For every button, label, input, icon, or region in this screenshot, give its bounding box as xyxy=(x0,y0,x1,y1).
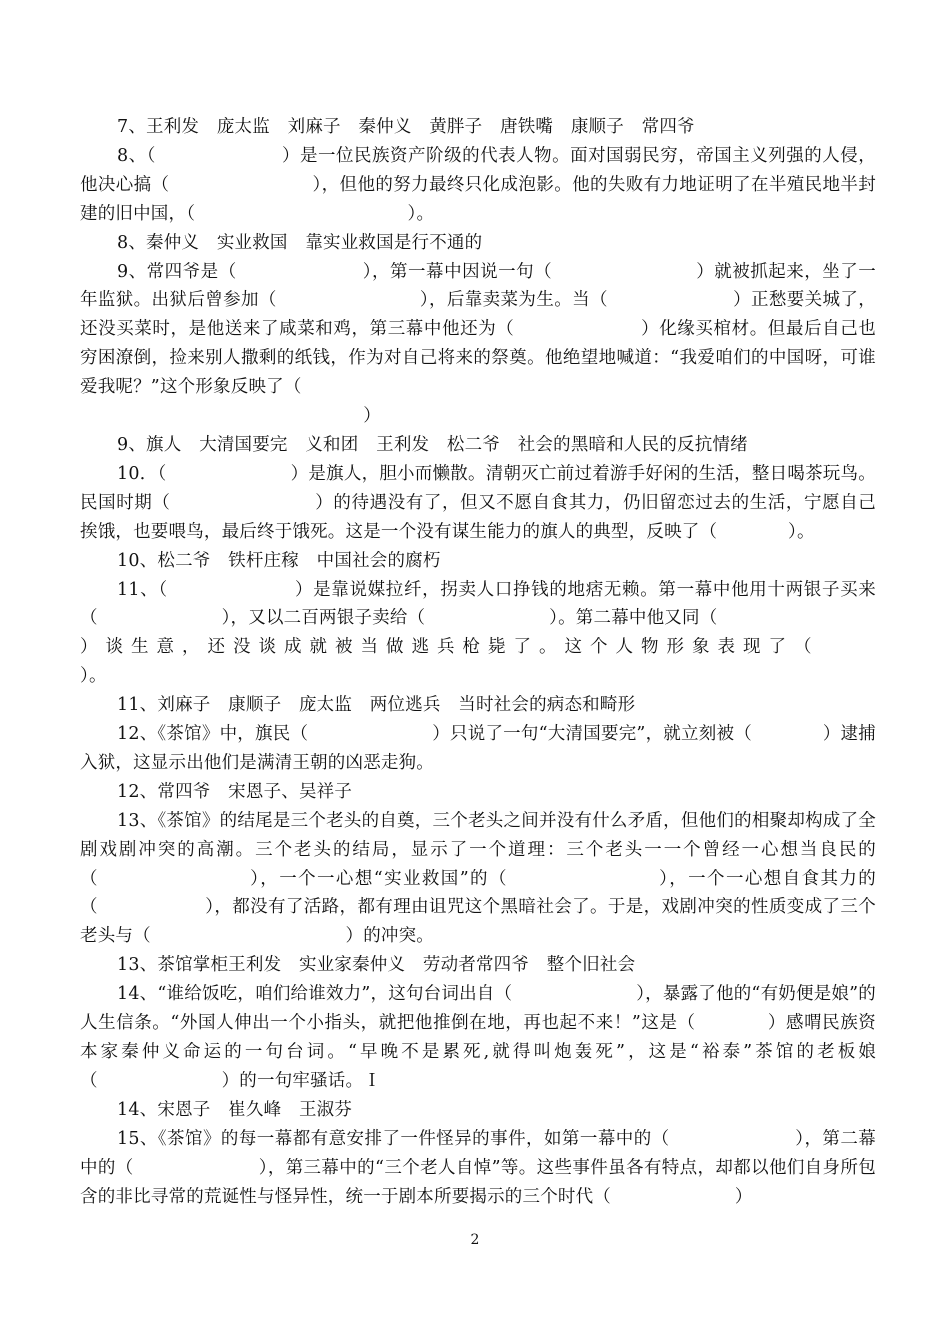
question-14: 14、“谁给饭吃，咱们给谁效力”，这句台词出自（ ），暴露了他的“有奶便是娘”的人生信条。“外国人伸出一个小指头，就把他推倒在地，再也起不来！”这是（ ）感喟民族资本家秦仲义命运的一句台词。“早晚不是累死,就得叫炮轰死”，这是“裕泰”茶馆的老板娘（ ）的一句牢骚话。Ｉ xyxy=(80,984,876,1091)
answer-line: 14、宋恩子 崔久峰 王淑芬 xyxy=(117,1099,353,1120)
question-11: 11、（ ）是靠说媒拉纤，拐卖人口挣钱的地痞无赖。第一幕中他用十两银子买来（ ），又以二百两银子卖给（ ）。第二幕中他又同（ xyxy=(80,579,876,629)
answer-line: 13、茶馆掌柜王利发 实业家秦仲义 劳动者常四爷 整个旧社会 xyxy=(117,955,636,976)
answer-line: 10、松二爷 铁杆庄稼 中国社会的腐朽 xyxy=(117,550,441,571)
answer-line: 11、刘麻子 康顺子 庞太监 两位逃兵 当时社会的病态和畸形 xyxy=(117,695,636,716)
page-number: 2 xyxy=(470,1232,480,1248)
question-10: 10．（ ）是旗人，胆小而懒散。清朝灭亡前过着游手好闲的生活，整日喝茶玩鸟。民国时期（ ）的待遇没有了，但又不愿自食其力，仍旧留恋过去的生活，宁愿自己挨饿，也要喂鸟，最后终于饿死。这是一个没有谋生能力的旗人的典型，反映了（ ）。 xyxy=(80,463,876,542)
answer-line: 12、常四爷 宋恩子、吴祥子 xyxy=(117,781,353,802)
answer-line: 7、王利发 庞太监 刘麻子 秦仲义 黄胖子 唐铁嘴 康顺子 常四爷 xyxy=(117,117,695,137)
answer-line: 8、秦仲义 实业救国 靠实业救国是行不通的 xyxy=(117,232,483,253)
document-body xyxy=(80,113,876,1211)
question-15: 15、《茶馆》的每一幕都有意安排了一件怪异的事件，如第一幕中的（ ），第二幕中的（ ），第三幕中的“三个老人自悼”等。这些事件虽各有特点，却都以他们自身所包含的非比寻常的荒诞性与怪异性，统一于剧本所要揭示的三个时代（ ） xyxy=(80,1128,876,1207)
question-11-end: ）。 xyxy=(80,666,107,687)
question-9-continuation: ） xyxy=(80,406,381,427)
question-12: 12、《茶馆》中，旗民（ ）只说了一句“大清国要完”，就立刻被（ ）逮捕入狱，这显示出他们是满清王朝的凶恶走狗。 xyxy=(80,724,876,773)
question-9: 9、常四爷是（ ），第一幕中因说一句（ ）就被抓起来，坐了一年监狱。出狱后曾参加（ ），后靠卖菜为生。当（ ）正愁要关城了，还没买菜时，是他送来了咸菜和鸡，第三幕中他还为（ ）化缘买棺材。但最后自己也穷困潦倒，捡来别人撒剩的纸钱，作为对自己将来的祭奠。他绝望地喊道：“我爱咱们的中国呀，可谁爱我呢？”这个形象反映了（ xyxy=(80,261,876,398)
question-8: 8、（ ）是一位民族资产阶级的代表人物。面对国弱民穷，帝国主义列强的人侵，他决心搞（ ），但他的努力最终只化成泡影。他的失败有力地证明了在半殖民地半封建的旧中国，（ ）。 xyxy=(80,145,876,224)
answer-line: 9、旗人 大清国要完 义和团 王利发 松二爷 社会的黑暗和人民的反抗情绪 xyxy=(117,434,748,455)
question-11-continuation: ）谈生意，还没谈成就被当做逃兵枪毙了。这个人物形象表现了（ xyxy=(80,637,820,658)
question-13: 13、《茶馆》的结尾是三个老头的自奠，三个老头之间并没有什么矛盾，但他们的相聚却构成了全剧戏剧冲突的高潮。三个老头的结局，显示了一个道理：三个老头一一个曾经一心想当良民的（ ），一个一心想“实业救国”的（ ），一个一心想自食其力的（ ），都没有了活路，都有理由诅咒这个黑暗社会了。于是，戏剧冲突的性质变成了三个老头与（ ）的冲突。 xyxy=(80,810,876,947)
